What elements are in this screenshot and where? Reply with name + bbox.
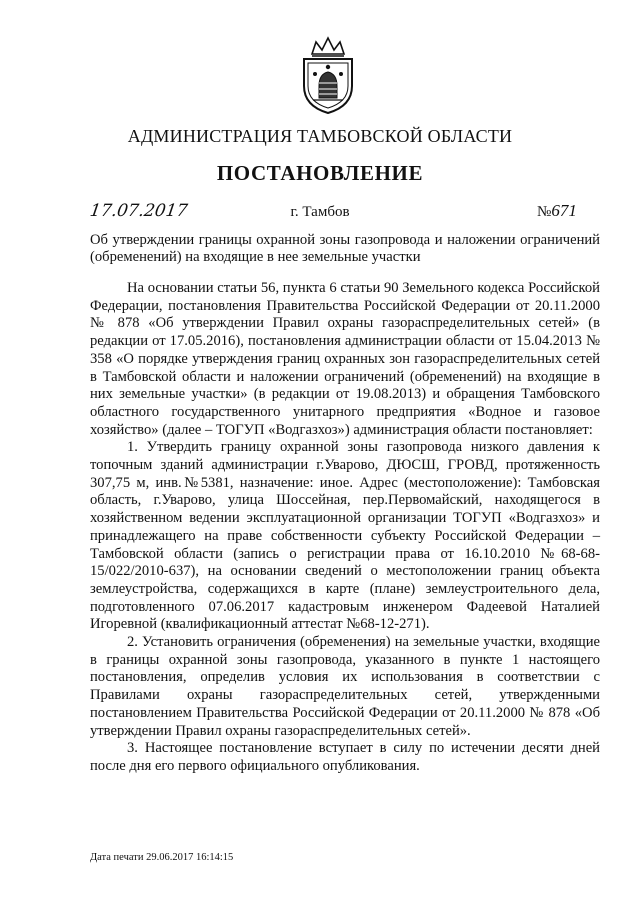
paragraph-item-1: 1. Утвердить границу охранной зоны газопровода низкого давления к топочным зданий администрации г.Уварово, ДЮСШ, ГРОВД, протяженность 307,75 м, инв.№5381, назначение: иное. Адрес (местоположение): Тамбовская область, г.Уварово, улица Шоссейная, пер.Первомайский, находящегося в хозяйственном ведении эксплуатационной организации ТОГУП «Водгазхоз» и принадлежащего на праве собственности субъекту Российской Федерации – Тамбовской области (запись о регистрации права от 16.10.2010 №68-68-15/022/2010-637), на основании сведений о местоположении границ объекта землеустройства, содержащихся в карте (плане) землеустроительного дела, подготовленного 07.06.2017 кадастровым инженером Фадеевой Наталией Игоревной (квалификационный аттестат №68-12-271). [90, 439, 600, 633]
document-date: 17.07.2017 [88, 201, 189, 221]
paragraph-item-2: 2. Установить ограничения (обременения) на земельные участки, входящие в границы охранной зоны газопровода, указанного в пункте 1 настоящего постановления, определив условия их использования в соответствии с Правилами охраны газораспределительных сетей, утвержденными постановлением Правительства Российской Федерации от 20.11.2000 № 878 «Об утверждении Правил охраны газораспределительных сетей». [90, 634, 600, 739]
paragraph-preamble: На основании статьи 56, пункта 6 статьи 90 Земельного кодекса Российской Федерации, постановления Правительства Российской Федерации от 20.11.2000 № 878 «Об утверждении Правил охраны газораспределительных сетей» (в редакции от 17.05.2016), постановления администрации области от 15.04.2013 № 358 «О порядке утверждения границ охранных зон газораспределительных сетей в Тамбовской области и наложении ограничений (обременений) на входящие в них земельные участки» (в редакции от 19.08.2013) и обращения Тамбовского областного государственного унитарного предприятия «Водное и газовое хозяйство» (далее – ТОГУП «Водгазхоз») администрация области постановляет: [90, 280, 600, 438]
number-value: 671 [551, 201, 577, 220]
coat-of-arms-icon [298, 36, 358, 116]
document-subject: Об утверждении границы охранной зоны газопровода и наложении ограничений (обременений) на входящие в нее земельные участки [90, 232, 600, 265]
paragraph-item-3: 3. Настоящее постановление вступает в силу по истечении десяти дней после дня его первого официального опубликования. [90, 740, 600, 774]
document-city: г. Тамбов [290, 204, 350, 220]
print-date: Дата печати 29.06.2017 16:14:15 [90, 852, 234, 863]
number-prefix: № [537, 204, 552, 220]
document-type-title: ПОСТАНОВЛЕНИЕ [216, 161, 424, 185]
document-number [537, 201, 577, 221]
organization-name: АДМИНИСТРАЦИЯ ТАМБОВСКОЙ ОБЛАСТИ [127, 126, 513, 146]
document-body [90, 280, 600, 776]
